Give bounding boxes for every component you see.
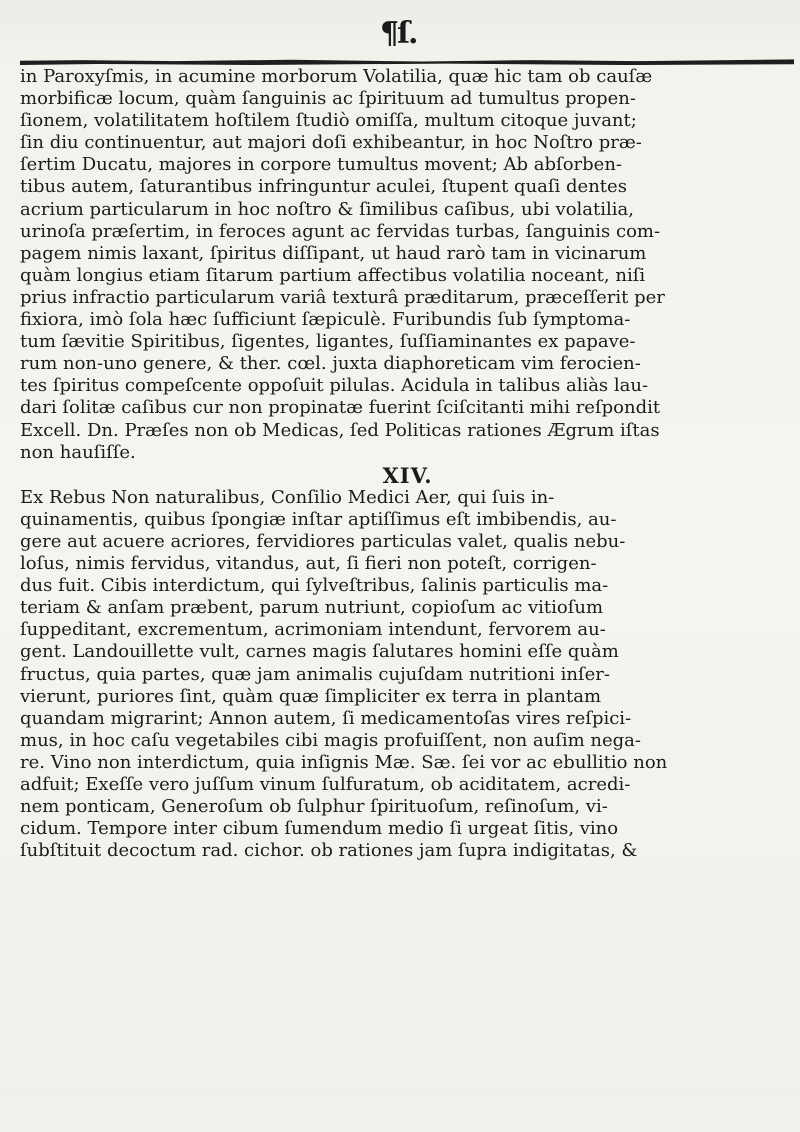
- paragraph-1: [20, 66, 795, 464]
- text-line: nem ponticam, Generoſum ob ſulphur ſpirituoſum, reſinoſum, vi-: [20, 796, 608, 818]
- text-line: pagem nimis laxant, ſpiritus diſſipant, ut haud rarò tam in vicinarum: [20, 242, 647, 264]
- text-line: vierunt, puriores ſint, quàm quæ ſimpliciter ex terra in plantam: [20, 685, 602, 707]
- text-line: ſionem, volatilitatem hoſtilem ſtudiò omiſſa, multum citoque juvant;: [20, 110, 637, 132]
- text-line: tum ſævitie Spiritibus, ſigentes, ligantes, ſuſſiaminantes ex papave-: [20, 331, 636, 353]
- text-line: fructus, quia partes, quæ jam animalis cujuſdam nutritioni inſer-: [20, 663, 610, 685]
- text-line: ſin diu continuentur, aut majori doſi exhibeantur, in hoc Noſtro præ-: [20, 132, 642, 154]
- text-line: loſus, nimis fervidus, vitandus, aut, ſi fieri non poteſt, corrigen-: [20, 553, 597, 575]
- text-line: in Paroxyſmis, in acumine morborum Volatilia, quæ hic tam ob cauſæ: [20, 66, 653, 87]
- top-rule: [20, 58, 794, 65]
- text-line: ſubſtituit decoctum rad. cichor. ob rationes jam ſupra indigitatas, &: [20, 840, 638, 862]
- text-line: non hauſiſſe.: [20, 441, 136, 463]
- text-line: morbificæ locum, quàm ſanguinis ac ſpirituum ad tumultus propen-: [20, 88, 636, 110]
- text-line: gere aut acuere acriores, fervidiores particulas valet, qualis nebu-: [20, 530, 626, 552]
- text-line: quandam migrarint; Annon autem, ſi medicamentoſas vires reſpici-: [20, 707, 632, 729]
- text-line: acrium particularum in hoc noſtro & ſimilibus caſibus, ubi volatilia,: [20, 198, 634, 220]
- text-line: re. Vino non interdictum, quia inſignis Mæ. Sæ. ſei vor ac ebullitio non: [20, 751, 668, 773]
- text-line: rum non-uno genere, & ther. cœl. juxta diaphoreticam vim ferocien-: [20, 353, 641, 375]
- text-line: ſertim Ducatu, majores in corpore tumultus movent; Ab abſorben-: [20, 154, 622, 176]
- text-line: teriam & anſam præbent, parum nutriunt, copioſum ac vitioſum: [20, 597, 604, 619]
- text-line: prius infractio particularum variâ texturâ præditarum, præceſſerit per: [20, 286, 665, 308]
- section-number: XIV.: [382, 462, 433, 488]
- text-line: dari ſolitæ caſibus cur non propinatæ fuerint ſciſcitanti mihi reſpondit: [20, 397, 661, 419]
- text-line: cidum. Tempore inter cibum ſumendum medio ſi urgeat ſitis, vino: [20, 818, 619, 840]
- text-line: quàm longius etiam ſitarum partium affectibus volatilia noceant, niſi: [20, 264, 646, 286]
- text-line: quinamentis, quibus ſpongiæ inſtar aptiſſimus eſt imbibendis, au-: [20, 508, 617, 530]
- text-line: adfuit; Exeſſe vero juſſum vinum ſulfuratum, ob aciditatem, acredi-: [20, 774, 631, 795]
- paragraph-2: [20, 487, 795, 863]
- page-bottom-shade: [0, 1092, 800, 1132]
- text-line: ſuppeditant, excrementum, acrimoniam intendunt, fervorem au-: [20, 619, 606, 641]
- text-line: tibus autem, ſaturantibus infringuntur aculei, ſtupent quaſi dentes: [20, 176, 627, 198]
- text-line: Excell. Dn. Præſes non ob Medicas, ſed Politicas rationes Ægrum iſtas: [20, 419, 660, 441]
- text-line: dus fuit. Cibis interdictum, qui ſylveſtribus, ſalinis particulis ma-: [20, 575, 609, 597]
- text-line: tes ſpiritus compeſcente oppoſuit pilulas. Acidula in talibus aliàs lau-: [20, 375, 649, 397]
- text-line: fixiora, imò ſola hæc ſufficiunt ſæpiculè. Furibundis ſub ſymptoma-: [20, 309, 631, 331]
- text-line: mus, in hoc caſu vegetabiles cibi magis profuiſſent, non auſim nega-: [20, 729, 641, 751]
- text-line: urinoſa præſertim, in feroces agunt ac fervidas turbas, ſanguinis com-: [20, 220, 661, 242]
- text-line: Ex Rebus Non naturalibus, Conſilio Medici Aer, qui ſuis in-: [20, 486, 555, 508]
- text-line: gent. Landouillette vult, carnes magis ſalutares homini eſſe quàm: [20, 641, 619, 663]
- page-signature-mark: ¶ſ.: [380, 16, 417, 51]
- body-text: [20, 66, 795, 862]
